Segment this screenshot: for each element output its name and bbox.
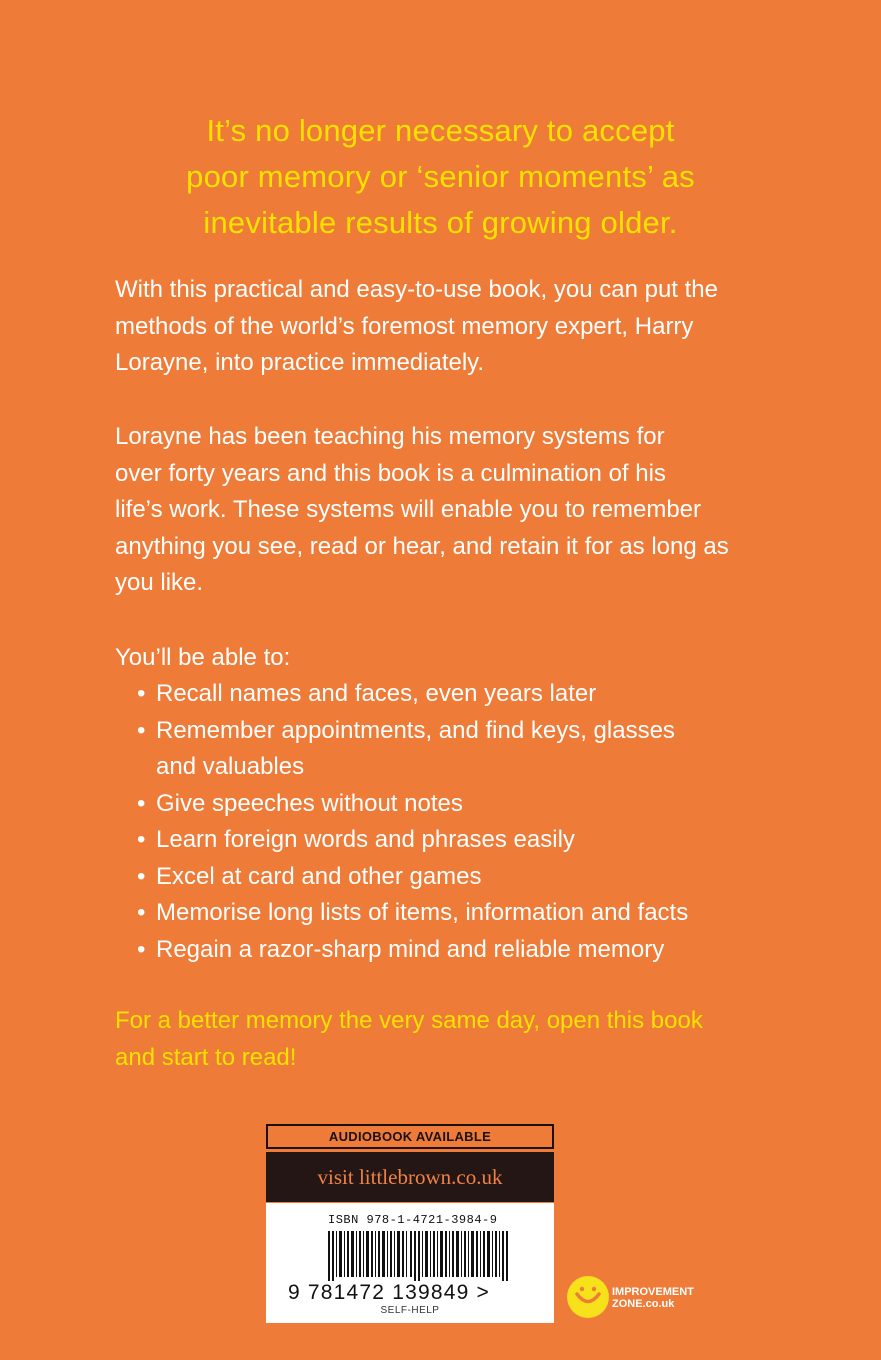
tagline [0,108,881,246]
barcode-panel [266,1203,554,1323]
lorayne-line: life’s work. These systems will enable you to remember [115,496,702,523]
closing-line: For a better memory the very same day, open this book [115,1007,703,1034]
benefits-list [137,676,837,968]
list-item-text: Learn foreign words and phrases easily [156,826,575,853]
able-intro [115,640,815,677]
list-item-text: and valuables [156,753,305,780]
tagline-line: poor memory or ‘senior moments’ as [186,159,695,194]
list-item-text: Remember appointments, and find keys, glasses [156,716,675,744]
list-item [137,786,837,823]
logo-line-1: IMPROVEMENT [612,1286,694,1298]
list-item [137,932,837,969]
lorayne-line: you like. [115,569,204,596]
logo-line-2: ZONE.co.uk [612,1298,675,1310]
barcode-image [328,1231,512,1281]
list-item [137,895,837,932]
list-item [137,859,837,896]
list-item-text: Memorise long lists of items, information and facts [156,899,689,926]
tagline-line: It’s no longer necessary to accept [206,113,675,148]
lorayne-line: Lorayne has been teaching his memory systems for [115,423,665,450]
intro-line: Lorayne, into practice immediately. [115,349,485,376]
lorayne-paragraph [115,419,815,602]
lorayne-line: anything you see, read or hear, and retain it for as long as [115,532,729,560]
list-item-text: Regain a razor-sharp mind and reliable memory [156,935,665,963]
audiobook-label: AUDIOBOOK AVAILABLE [266,1124,554,1149]
list-item [137,822,837,859]
visit-website-link[interactable]: visit littlebrown.co.uk [266,1152,554,1202]
list-item-text: Recall names and faces, even years later [156,680,597,707]
list-item-text: Excel at card and other games [156,862,482,890]
publisher-logo-text [612,1286,694,1310]
barcode-digits: 9 781472 139849 > [288,1281,490,1304]
category-label: SELF-HELP [380,1305,440,1316]
intro-line: methods of the world’s foremost memory expert, Harry [115,312,694,340]
able-intro-text: You’ll be able to: [115,644,291,671]
list-item [137,676,837,713]
list-item-text: Give speeches without notes [156,789,463,817]
closing-line: and start to read! [115,1043,297,1071]
intro-paragraph [115,272,815,382]
smiley-circle-icon [567,1276,609,1318]
intro-line: With this practical and easy-to-use book, you can put the [115,276,718,303]
isbn-number: ISBN 978-1-4721-3984-9 [328,1213,498,1227]
list-item [137,713,837,786]
tagline-line: inevitable results of growing older. [203,205,678,240]
closing-statement [115,1003,815,1076]
lorayne-line: over forty years and this book is a culmination of his [115,459,666,487]
